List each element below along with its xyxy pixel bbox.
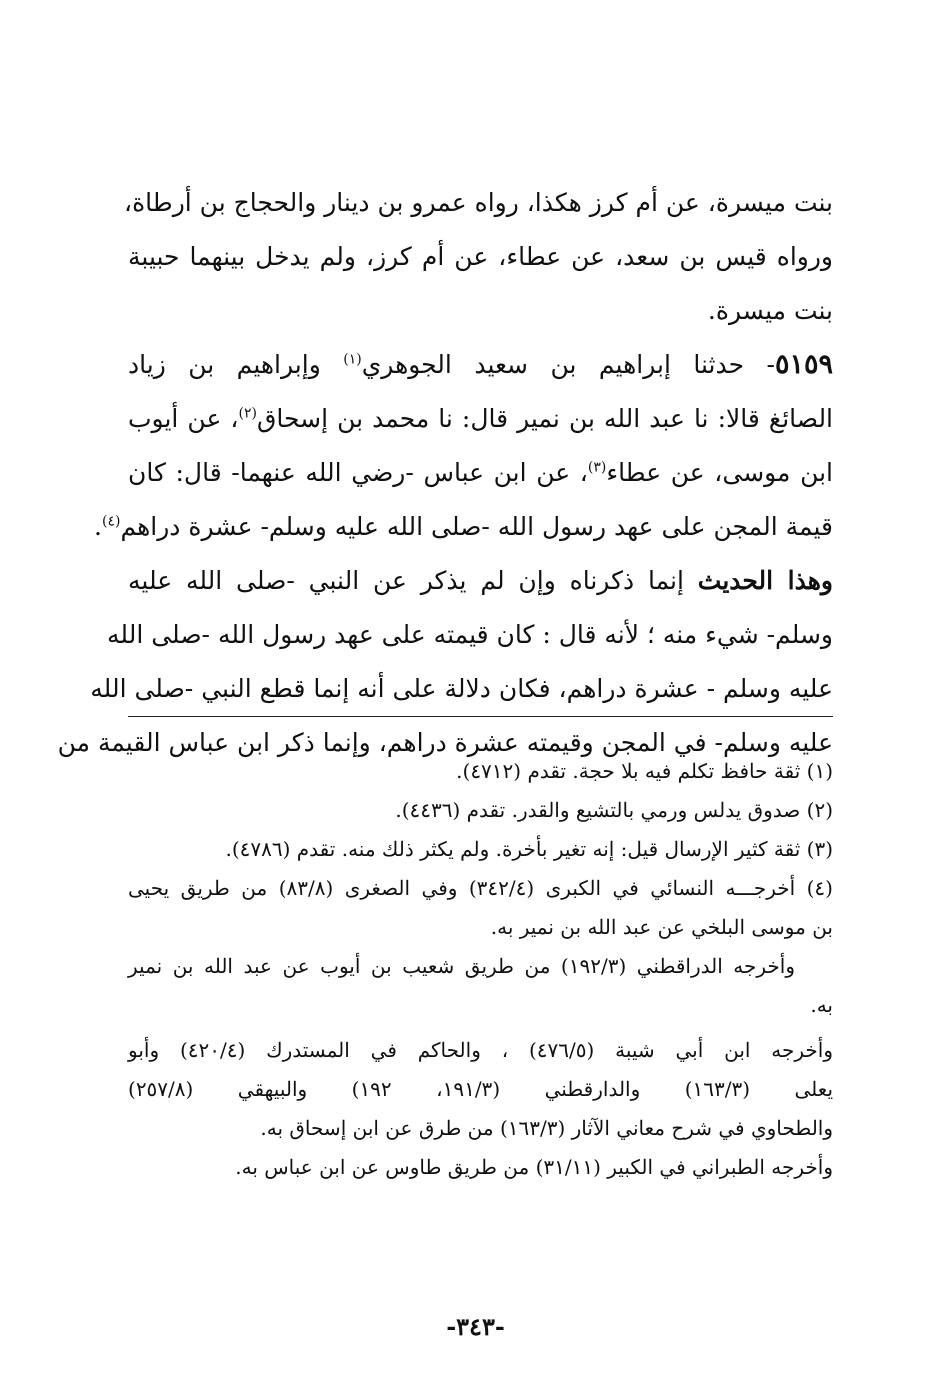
- footnote-line: والطحاوي في شرح معاني الآثار (١٦٣/٣) من طرق عن ابن إسحاق به.: [260, 1116, 833, 1140]
- footnote-ref: (١): [343, 351, 362, 368]
- main-text: [57, 176, 834, 770]
- footnote-ref: (٢): [238, 405, 257, 422]
- text-line: وسلم- شيء منه ؛ لأنه قال : كان قيمته على عهد رسول الله -صلى الله: [107, 620, 833, 649]
- text-line: عليه وسلم- في المجن وقيمته عشرة دراهم، وإنما ذكر ابن عباس القيمة من: [57, 728, 833, 757]
- bold-lead: وهذا الحديث: [697, 566, 834, 595]
- text-line: ورواه قيس بن سعد، عن عطاء، عن أم كرز، ولم يدخل بينهما حبيبة: [128, 242, 833, 271]
- footnote-1: (١) ثقة حافظ تكلم فيه بلا حجة. تقدم (٤٧١٢).: [456, 759, 833, 783]
- hadith-number: ٥١٥٩: [774, 349, 833, 380]
- footnote-2: (٢) صدوق يدلس ورمي بالتشيع والقدر. تقدم (٤٤٣٦).: [395, 798, 833, 822]
- footnote-4: (٤) أخرجـــه النسائي في الكبرى (٣٤٢/٤) وفي الصغرى (٨٣/٨) من طريق يحيى: [128, 876, 833, 900]
- footnote-line: وأخرجه الطبراني في الكبير (٣١/١١) من طريق طاوس عن ابن عباس به.: [235, 1155, 833, 1179]
- text-line: وهذا الحديث إنما ذكرناه وإن لم يذكر عن النبي -صلى الله عليه: [128, 566, 834, 595]
- text-line: ابن موسى، عن عطاء$^{(٣)}$، عن ابن عباس -رضي الله عنهما- قال: كان: [128, 458, 833, 487]
- footnote-line: به.: [810, 993, 833, 1017]
- footnote-ref: (٤): [102, 513, 121, 530]
- text-line: بنت ميسرة.: [707, 296, 833, 325]
- footnote-separator: [128, 716, 833, 717]
- text-line: قيمة المجن على عهد رسول الله -صلى الله عليه وسلم- عشرة دراهم$^{(٤)}$.: [94, 512, 833, 541]
- page-number: -٣٤٣-: [446, 1312, 505, 1341]
- footnotes: [128, 752, 833, 1187]
- hadith-first-line: ٥١٥٩- حدثنا إبراهيم بن سعيد الجوهري$^{(١)}$ وإبراهيم بن زياد: [128, 349, 833, 380]
- footnote-line: وأخرجه الدراقطني (١٩٢/٣) من طريق شعيب بن أيوب عن عبد الله بن نمير: [128, 954, 795, 978]
- text-line: بنت ميسرة، عن أم كرز هكذا، رواه عمرو بن دينار والحجاج بن أرطاة،: [124, 188, 833, 217]
- text-line: الصائغ قالا: نا عبد الله بن نمير قال: نا محمد بن إسحاق$^{(٢)}$، عن أيوب: [128, 404, 834, 433]
- footnote-line: يعلى (١٦٣/٣) والدارقطني (١٩١/٣، ١٩٢) والبيهقي (٢٥٧/٨): [128, 1077, 834, 1101]
- footnote-ref: (٣): [587, 459, 607, 476]
- text-line: عليه وسلم - عشرة دراهم، فكان دلالة على أنه إنما قطع النبي -صلى الله: [90, 674, 833, 703]
- footnote-line: بن موسى البلخي عن عبد الله بن نمير به.: [490, 915, 833, 939]
- footnote-line: وأخرجه ابن أبي شيبة (٤٧٦/٥) ، والحاكم في المستدرك (٤٢٠/٤) وأبو: [128, 1038, 834, 1062]
- footnote-3: (٣) ثقة كثير الإرسال قيل: إنه تغير بأخرة. ولم يكثر ذلك منه. تقدم (٤٧٨٦).: [225, 837, 833, 861]
